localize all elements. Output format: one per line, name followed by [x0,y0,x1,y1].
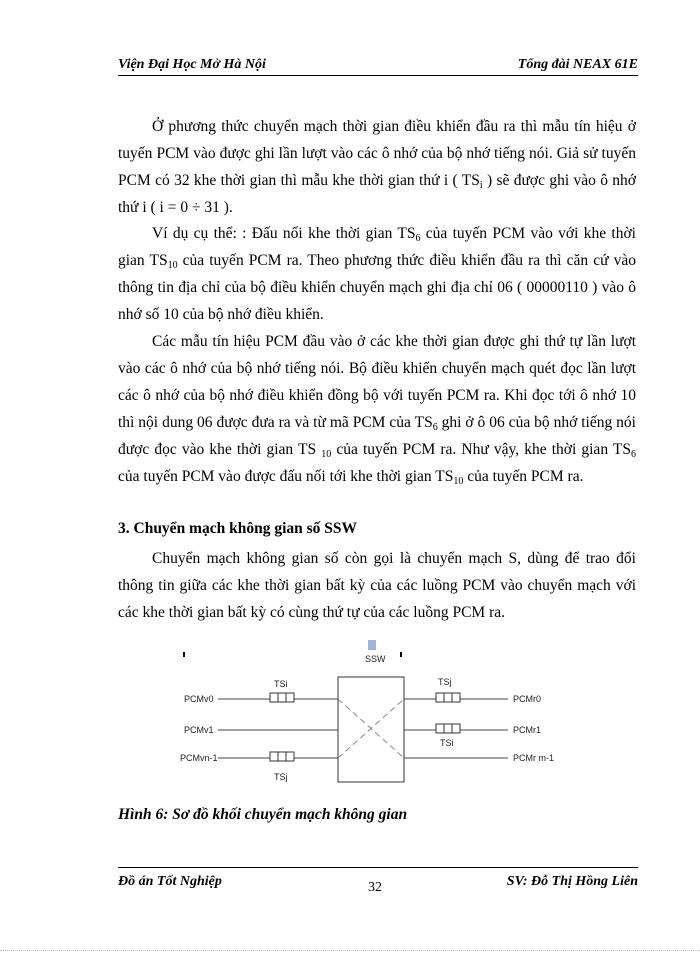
label-pcmrm: PCMr m-1 [513,753,554,763]
p3-text-c: của tuyến PCM ra. Như vậy, khe thời gian TS [331,441,631,458]
ssw-diagram [170,640,570,800]
label-pcmr1: PCMr1 [513,725,542,735]
p1-subscript: i [479,180,483,191]
p1-text-end: ) sẽ được ghi vào ô nhớ thứ i ( i = 0 ÷ 31 ). [118,172,637,216]
label-pcmv0: PCMv0 [184,694,214,704]
label-ts-in-top: TSi [274,679,288,689]
p3-text-b: ghi ở ô 06 của bộ nhớ tiếng nói được đọc vào khe thời gian TS [118,414,636,458]
p3-text-e: của tuyến PCM ra. [463,468,584,485]
p3-text-a: Các mẫu tín hiệu PCM đầu vào ở các khe thời gian được ghi thứ tự lần lượt vào các ô nhớ của bộ nhớ tiếng nói. Bộ điều khiển chuyển mạch quét đọc lần lượt các ô nhớ của bộ nhớ điều khiển đồng bộ với tuyến PCM ra. Khi đọc tới ô nhớ 10 thì nội dung 06 được đưa ra và từ mã PCM của TS [118,333,636,431]
ssw-title: SSW [365,654,386,664]
corner-mark-left [183,652,185,657]
p3-text-d: của tuyến PCM vào được đấu nối tới khe thời gian TS [118,468,454,485]
p3-subscript-1: 6 [432,422,438,433]
switch-box [338,677,404,782]
paragraph-4: Chuyển mạch không gian số còn gọi là chuyển mạch S, dùng để trao đổi thông tin giữa các khe thời gian bất kỳ của các luồng PCM vào chuyển mạch với các khe thời gian bất kỳ có cùng thứ tự của các luồng PCM ra. [118,550,636,621]
p1-text: Ở phương thức chuyển mạch thời gian điều khiển đầu ra thì mẫu tín hiệu ở tuyến PCM vào được ghi lần lượt vào các ô nhớ của bộ nhớ tiếng nói. Giả sử tuyến PCM có 32 khe thời gian thì mẫu khe thời gian thứ i ( TS [118,118,636,189]
bottom-dotted-rule [0,950,700,952]
p3-subscript-4: 10 [453,476,464,487]
p2-subscript-1: 6 [415,233,421,244]
label-ts-out-mid: TSi [440,738,454,748]
footer-right: SV: Đỗ Thị Hồng Liên [506,874,638,889]
header-right: Tổng đài NEAX 61E [517,57,638,72]
page-header [118,55,638,76]
p2-text-a: Ví dụ cụ thể: : Đấu nối khe thời gian TS [152,225,416,242]
figure-caption: Hình 6: Sơ đồ khối chuyển mạch không gian [118,806,408,823]
header-left: Viện Đại Học Mở Hà Nội [118,57,266,72]
p3-subscript-2: 10 [321,449,332,460]
slot-block-out-mid [436,724,460,733]
footer-left: Đồ án Tốt Nghiệp [118,874,222,889]
label-pcmv1: PCMv1 [184,725,214,735]
paragraph-1 [118,113,636,221]
page-footer [118,867,638,898]
p2-text-b: của tuyến PCM vào với khe thời gian TS [118,225,636,269]
paragraph-3 [118,328,636,490]
label-pcmr0: PCMr0 [513,694,542,704]
slot-block-in-top [270,693,294,702]
paragraph-2 [118,220,636,328]
p3-subscript-3: 6 [631,449,636,460]
section-heading: 3. Chuyển mạch không gian số SSW [118,520,358,537]
p2-subscript-2: 10 [167,260,178,271]
label-ts-out-top: TSj [438,677,452,687]
label-pcmvn: PCMvn-1 [180,753,218,763]
corner-mark-right [400,652,402,657]
slot-block-out-top [436,693,460,702]
label-ts-in-bottom: TSj [274,772,288,782]
p2-text-c: của tuyến PCM ra. Theo phương thức điều khiển đầu ra thì căn cứ vào thông tin địa chỉ của bộ điều khiển chuyển mạch ghi địa chỉ 06 ( 00000110 ) vào ô nhớ số 10 của bộ nhớ điều khiển. [118,252,636,323]
selection-marker [368,640,376,650]
slot-block-in-bottom [270,752,294,761]
page-number: 32 [368,880,382,895]
